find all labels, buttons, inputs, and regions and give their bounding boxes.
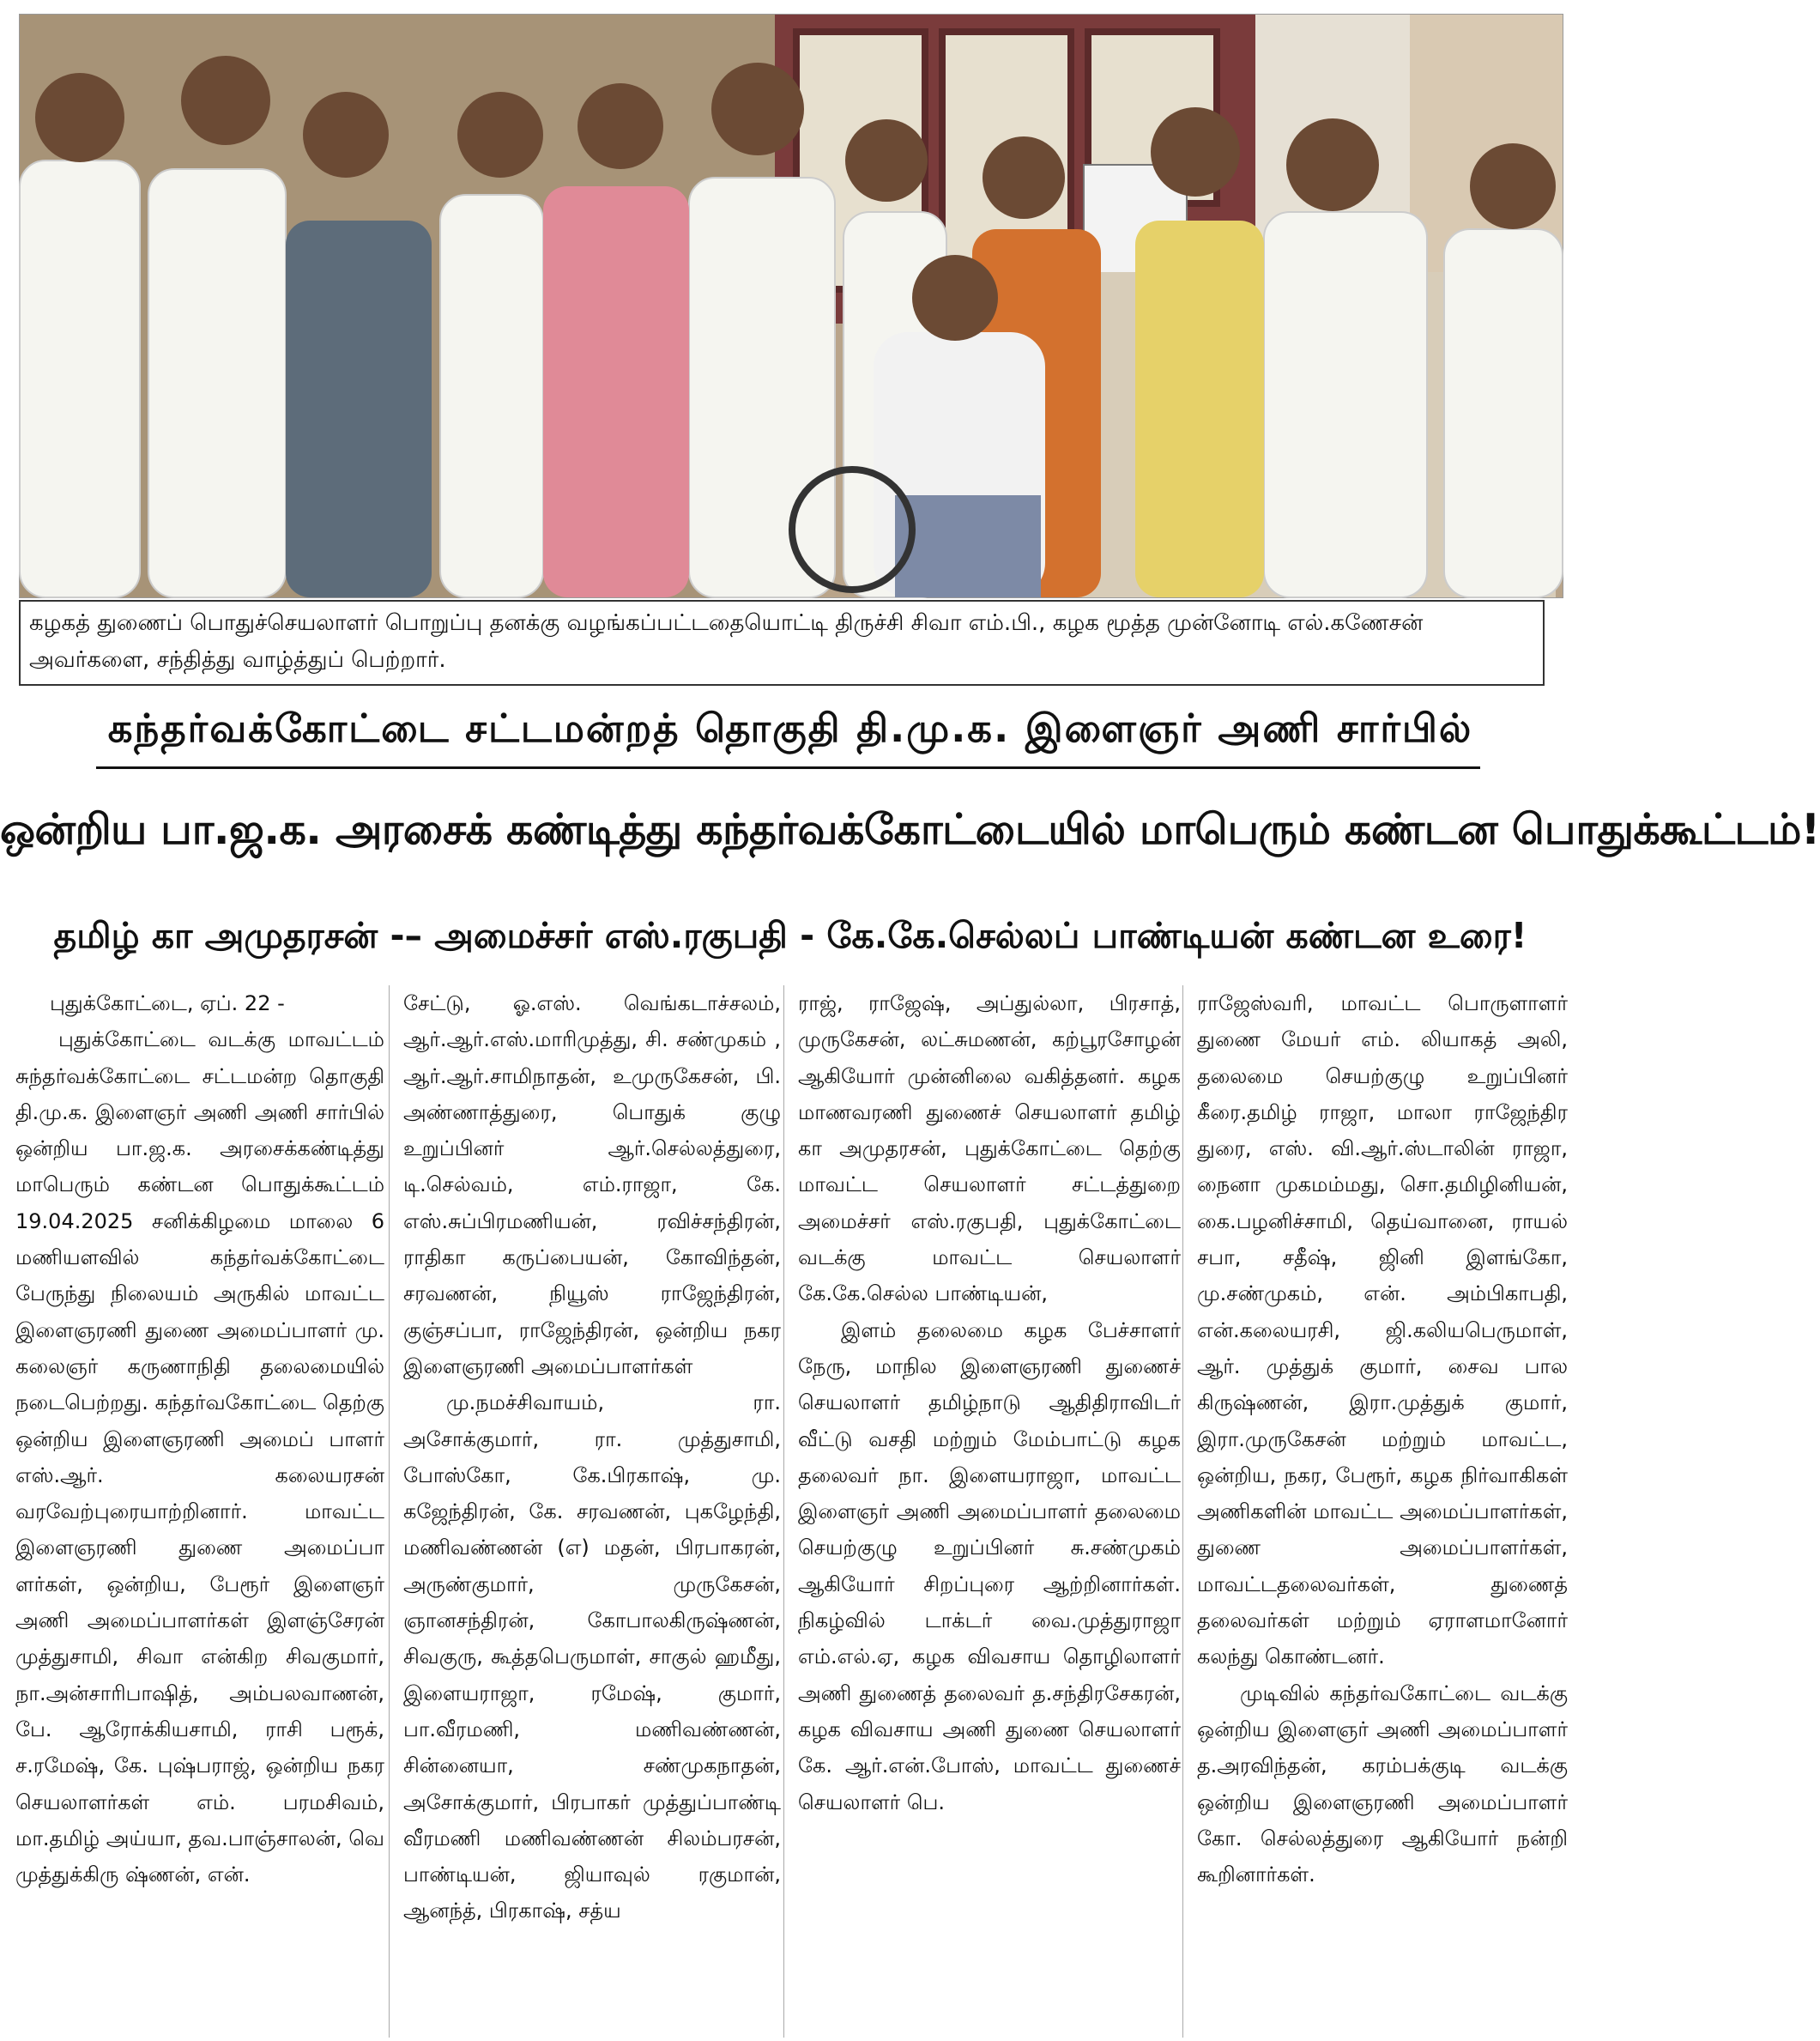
news-photo (19, 14, 1563, 598)
article-paragraph: மு.நமச்சிவாயம், ரா. அசோக்குமார், ரா. முத்துசாமி, போஸ்கோ, கே.பிரகாஷ், மு. கஜேந்திரன், கே. சரவணன், புகழேந்தி, மணிவண்ணன் (எ) மதன், பிரபாகரன், அருண்குமார், முருகேசன், ஞானசந்திரன், கோபாலகிருஷ்ணன், சிவகுரு, கூத்தபெருமாள், சாகுல் ஹமீது, இளையராஜா, ரமேஷ், குமார், பா.வீரமணி, மணிவண்ணன், சின்னையா, சண்முகநாதன், அசோக்குமார், பிரபாகர் முத்துப்பாண்டி வீரமணி மணிவண்ணன் சிலம்பரசன், பாண்டியன், ஜியாவுல் ரகுமான், ஆனந்த், பிரகாஷ், சத்ய (403, 1390, 781, 1923)
group-photo-illustration (20, 15, 1563, 597)
article-column-4 (1197, 985, 1568, 2038)
sub-headline: தமிழ் கா அமுதரசன் -– அமைச்சர் எஸ்.ரகுபதி - கே.கே.செல்லப் பாண்டியன் கண்டன உரை! (53, 915, 1527, 956)
article-paragraph: முடிவில் கந்தர்வகோட்டை வடக்கு ஒன்றிய இளைஞர் அணி அமைப்பாளர் த.அரவிந்தன், கரம்பக்குடி வடக்கு ஒன்றிய இளைஞரணி அமைப்பாளர் கோ. செல்லத்துரை ஆகியோர் நன்றி கூறினார்கள். (1197, 1681, 1568, 1887)
photo-caption: கழகத் துணைப் பொதுச்செயலாளர் பொறுப்பு தனக்கு வழங்கப்பட்டதையொட்டி திருச்சி சிவா எம்.பி., கழக மூத்த முன்னோடி எல்.கணேசன் அவர்களை, சந்தித்து வாழ்த்துப் பெற்றார். (19, 600, 1545, 686)
article-body (9, 985, 1572, 2038)
article-column-2 (403, 985, 781, 2038)
article-column-1 (15, 985, 384, 2038)
article-paragraph: புதுக்கோட்டை வடக்கு மாவட்டம் சுந்தர்வக்கோட்டை சட்டமன்ற தொகுதி தி.மு.க. இளைஞர் அணி அணி சார்பில் ஒன்றிய பா.ஜ.க. அரசைக்கண்டித்து மாபெரும் கண்டன பொதுக்கூட்டம் 19.04.2025 சனிக்கிழமை மாலை 6 மணியளவில் கந்தர்வக்கோட்டை பேருந்து நிலையம் அருகில் மாவட்ட இளைஞரணி துணை அமைப்பாளர் மு. கலைஞர் கருணாநிதி தலைமையில் நடைபெற்றது. கந்தர்வகோட்டை தெற்கு ஒன்றிய இளைஞரணி அமைப் பாளர் எஸ்.ஆர். கலையரசன் வரவேற்புரையாற்றினார். மாவட்ட இளைஞரணி துணை அமைப்பா ளர்கள், ஒன்றிய, பேரூர் இளைஞர் அணி அமைப்பாளர்கள் இளஞ்சேரன் முத்துசாமி, சிவா என்கிற சிவகுமார், நா.அன்சாரிபாஷித், அம்பலவாணன், பே. ஆரோக்கியசாமி, ராசி பரூக், ச.ரமேஷ், கே. புஷ்பராஜ், ஒன்றிய நகர செயலாளர்கள் எம். பரமசிவம், மா.தமிழ் அய்யா, தவ.பாஞ்சாலன், வெ முத்துக்கிரு ஷ்ணன், என். (15, 1027, 384, 1887)
main-headline: ஒன்றிய பா.ஜ.க. அரசைக் கண்டித்து கந்தர்வக்கோட்டையில் மாபெரும் கண்டன பொதுக்கூட்டம்! (0, 805, 1820, 854)
article-paragraph: ராஜேஸ்வரி, மாவட்ட பொருளாளர் துணை மேயர் எம். லியாகத் அலி, தலைமை செயற்குழு உறுப்பினர் கீரை.தமிழ் ராஜா, மாலா ராஜேந்திர துரை, எஸ். வி.ஆர்.ஸ்டாலின் ராஜா, நைனா முகமம்மது, சொ.தமிழினியன், கை.பழனிச்சாமி, தெய்வானை, ராயல் சபா, சதீஷ், ஜினி இளங்கோ, மு.சண்முகம், என். அம்பிகாபதி, என்.கலையரசி, ஜி.கலியபெருமாள், ஆர். முத்துக் குமார், சைவ பால கிருஷ்ணன், இரா.முத்துக் குமார், இரா.முருகேசன் மற்றும் மாவட்ட, ஒன்றிய, நகர, பேரூர், கழக நிர்வாகிகள் அணிகளின் மாவட்ட அமைப்பாளர்கள், துணை அமைப்பாளர்கள், மாவட்டதலைவர்கள், துணைத் தலைவர்கள் மற்றும் ஏராளமானோர் கலந்து கொண்டனர். (1197, 991, 1568, 1669)
headline-divider (96, 766, 1480, 769)
article-dateline: புதுக்கோட்டை, ஏப். 22 - (50, 991, 285, 1015)
article-paragraph: இளம் தலைமை கழக பேச்சாளர் நேரு, மாநில இளைஞரணி துணைச் செயலாளர் தமிழ்நாடு ஆதிதிராவிடர் வீட்டு வசதி மற்றும் மேம்பாட்டு கழக தலைவர் நா. இளையராஜா, மாவட்ட இளைஞர் அணி அமைப்பாளர் தலைமை செயற்குழு உறுப்பினர் சு.சண்முகம் ஆகியோர் சிறப்புரை ஆற்றினார்கள். நிகழ்வில் டாக்டர் வை.முத்துராஜா எம்.எல்.ஏ, கழக விவசாய தொழிலாளர் அணி துணைத் தலைவர் த.சந்திரசேகரன், கழக விவசாய அணி துணை செயலாளர் கே. ஆர்.என்.போஸ், மாவட்ட துணைச் செயலாளர் பெ. (798, 1317, 1181, 1814)
article-column-3 (798, 985, 1181, 2038)
article-paragraph: ராஜ், ராஜேஷ், அப்துல்லா, பிரசாத், முருகேசன், லட்சுமணன், கற்பூரசோழன் ஆகியோர் முன்னிலை வகித்தனர். கழக மாணவரணி துணைச் செயலாளர் தமிழ் கா அமுதரசன், புதுக்கோட்டை தெற்கு மாவட்ட செயலாளர் சட்டத்துறை அமைச்சர் எஸ்.ரகுபதி, புதுக்கோட்டை வடக்கு மாவட்ட செயலாளர் கே.கே.செல்ல பாண்டியன், (798, 991, 1181, 1306)
headline-kicker: கந்தர்வக்கோட்டை சட்டமன்றத் தொகுதி தி.மு.க. இளைஞர் அணி சார்பில் (107, 706, 1473, 751)
article-paragraph: சேட்டு, ஓ.எஸ். வெங்கடாச்சலம், ஆர்.ஆர்.எஸ்.மாரிமுத்து, சி. சண்முகம் , ஆர்.ஆர்.சாமிநாதன், உமுருகேசன், பி. அண்ணாத்துரை, பொதுக் குழு உறுப்பினர் ஆர்.செல்லத்துரை, டி.செல்வம், எம்.ராஜா, கே. எஸ்.சுப்பிரமணியன், ரவிச்சந்திரன், ராதிகா கருப்பையன், கோவிந்தன், சரவணன், நியூஸ் ராஜேந்திரன், குஞ்சப்பா, ராஜேந்திரன், ஒன்றிய நகர இளைஞரணி அமைப்பாளர்கள் (403, 991, 781, 1378)
